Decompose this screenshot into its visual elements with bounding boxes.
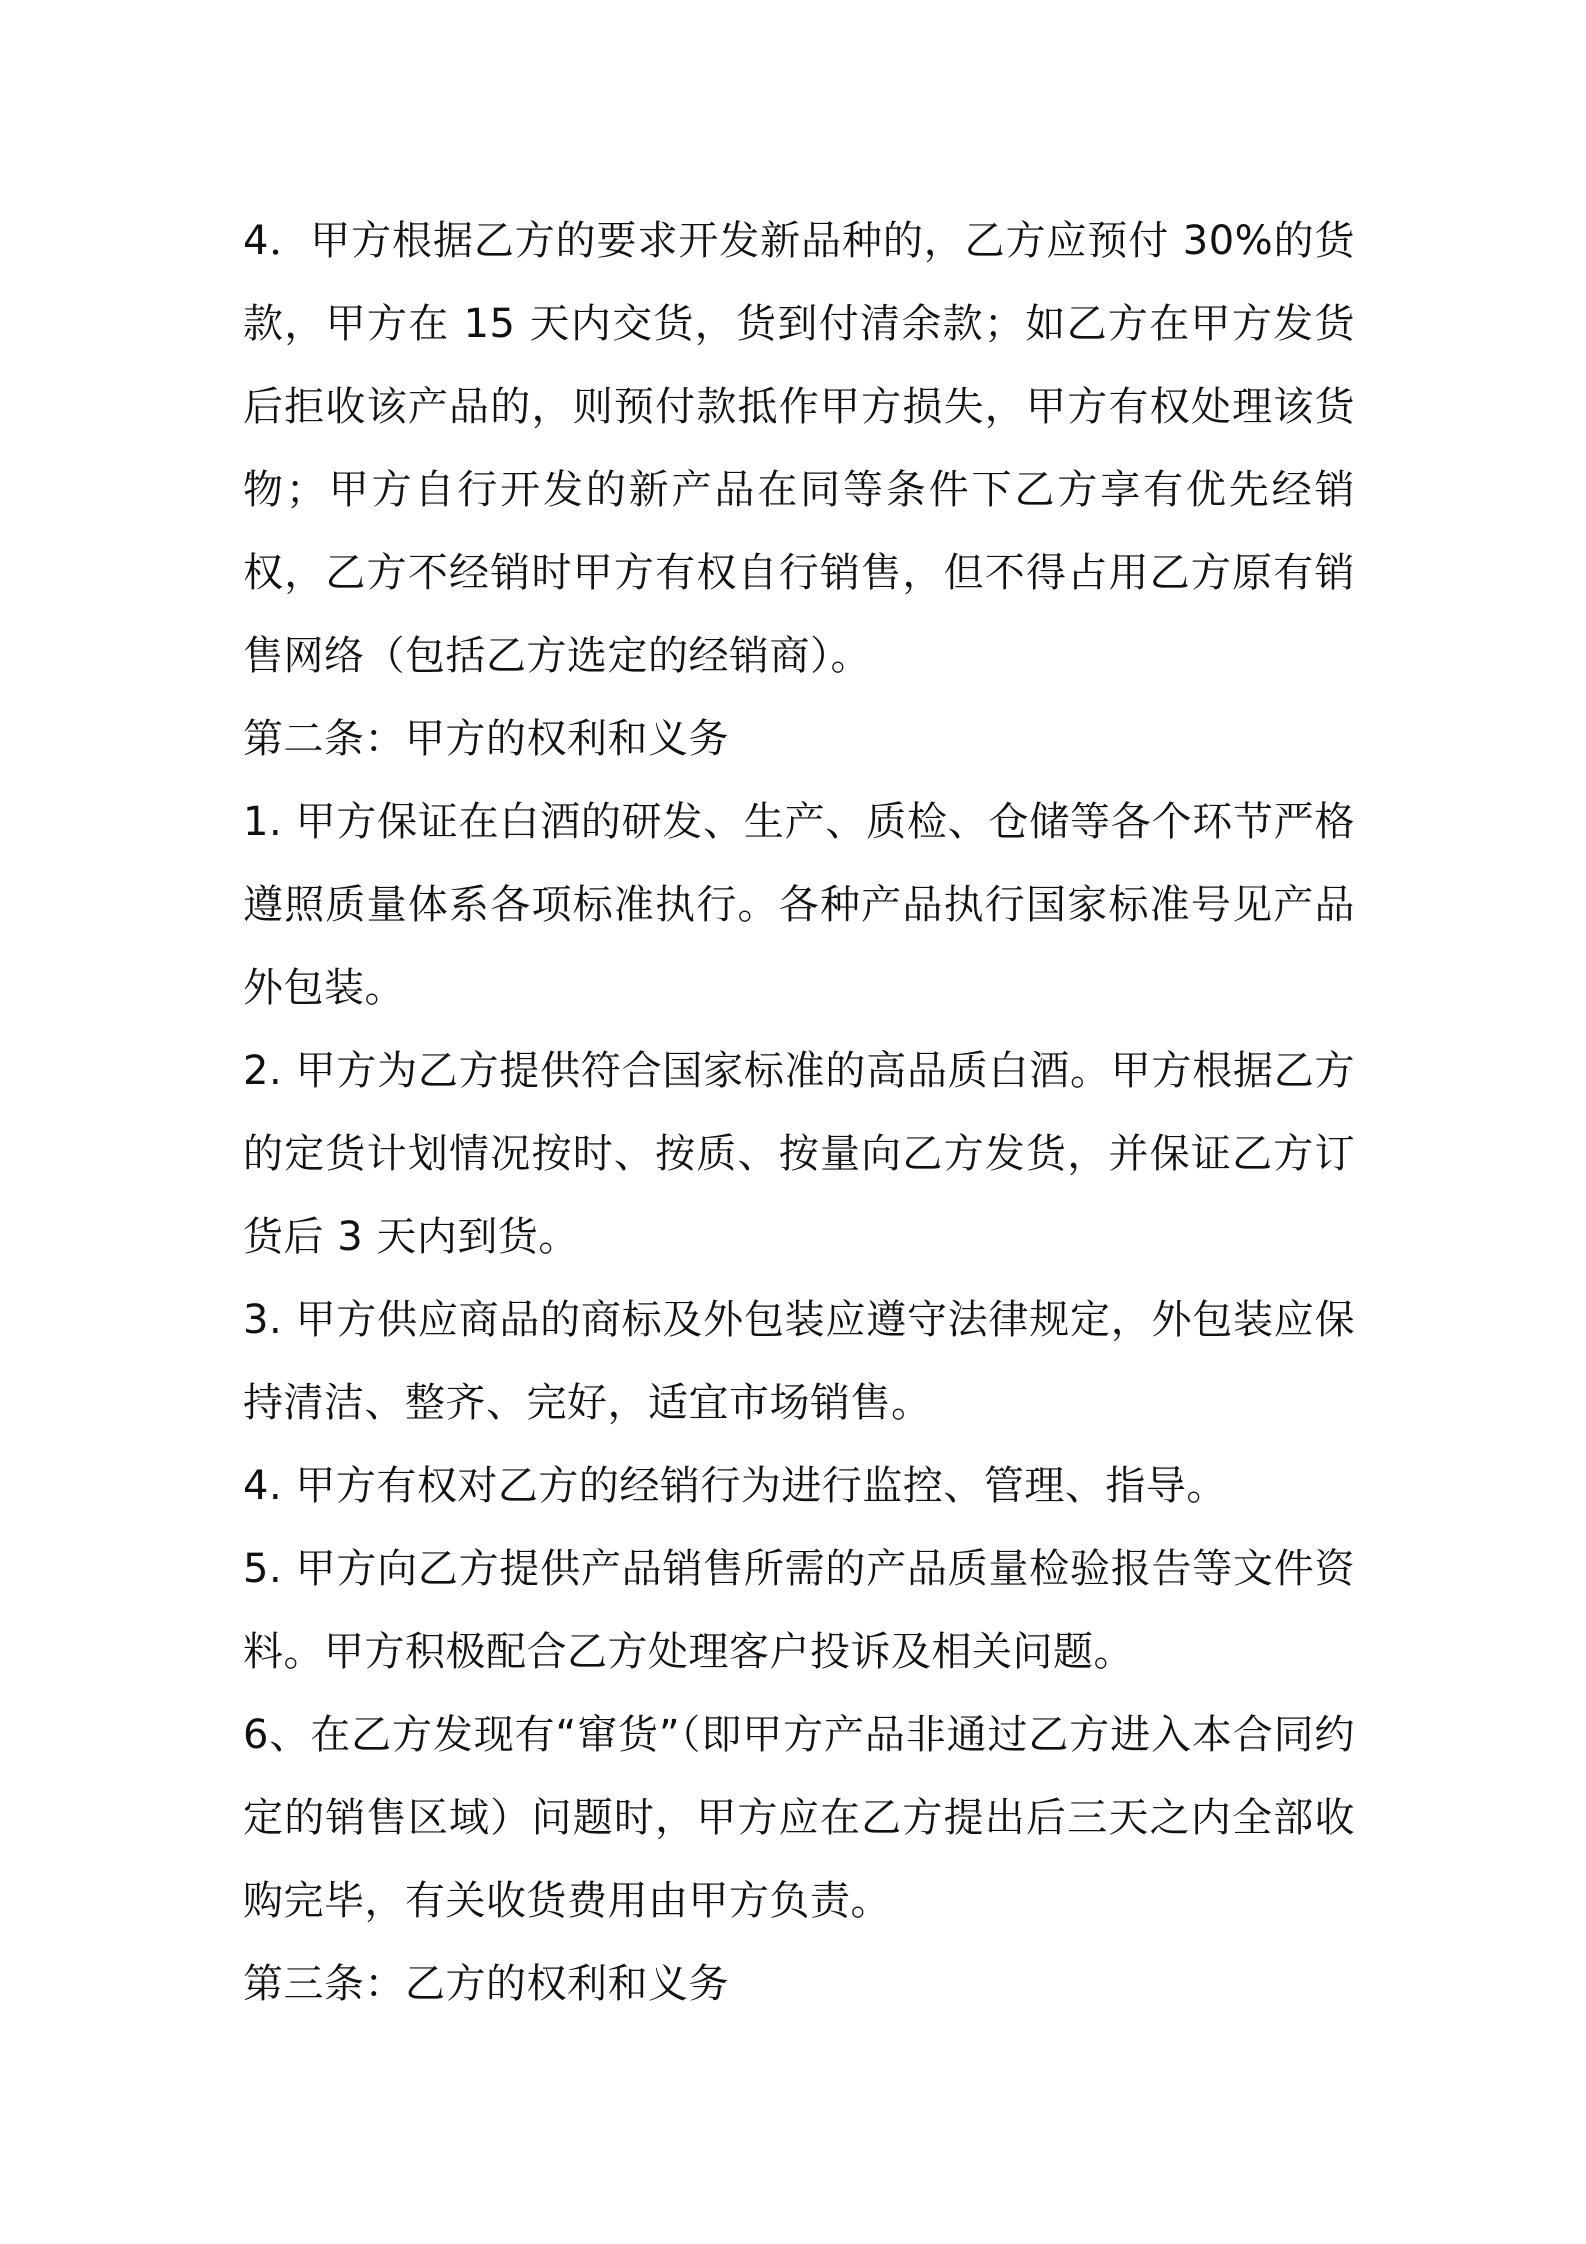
document-page [243,200,1355,2026]
paragraph-article-2-item-2: 2. 甲方为乙方提供符合国家标准的高品质白酒。甲方根据乙方的定货计划情况按时、按质、按量向乙方发货，并保证乙方订货后 3 天内到货。 [243,1048,1355,1260]
paragraph-article-2-item-1: 1. 甲方保证在白酒的研发、生产、质检、仓储等各个环节严格遵照质量体系各项标准执行。各种产品执行国家标准号见产品外包装。 [243,799,1355,1011]
section-heading-article-3: 第三条：乙方的权利和义务 [243,1961,729,2007]
paragraph-clause-1-4: 4．甲方根据乙方的要求开发新品种的，乙方应预付 30%的货款，甲方在 15 天内交货，货到付清余款；如乙方在甲方发货后拒收该产品的，则预付款抵作甲方损失，甲方有权处理该货物；甲方自行开发的新产品在同等条件下乙方享有优先经销权，乙方不经销时甲方有权自行销售，但不得占用乙方原有销售网络（包括乙方选定的经销商）。 [243,218,1355,679]
paragraph-article-2-item-4: 4. 甲方有权对乙方的经销行为进行监控、管理、指导。 [243,1463,1227,1509]
paragraph-article-2-item-6: 6、在乙方发现有“窜货”（即甲方产品非通过乙方进入本合同约定的销售区域）问题时，甲方应在乙方提出后三天之内全部收购完毕，有关收货费用由甲方负责。 [243,1712,1355,1924]
paragraph-article-2-item-5: 5. 甲方向乙方提供产品销售所需的产品质量检验报告等文件资料。甲方积极配合乙方处理客户投诉及相关问题。 [243,1546,1355,1675]
paragraph-article-2-item-3: 3. 甲方供应商品的商标及外包装应遵守法律规定，外包装应保持清洁、整齐、完好，适宜市场销售。 [243,1297,1355,1426]
section-heading-article-2: 第二条：甲方的权利和义务 [243,716,729,762]
